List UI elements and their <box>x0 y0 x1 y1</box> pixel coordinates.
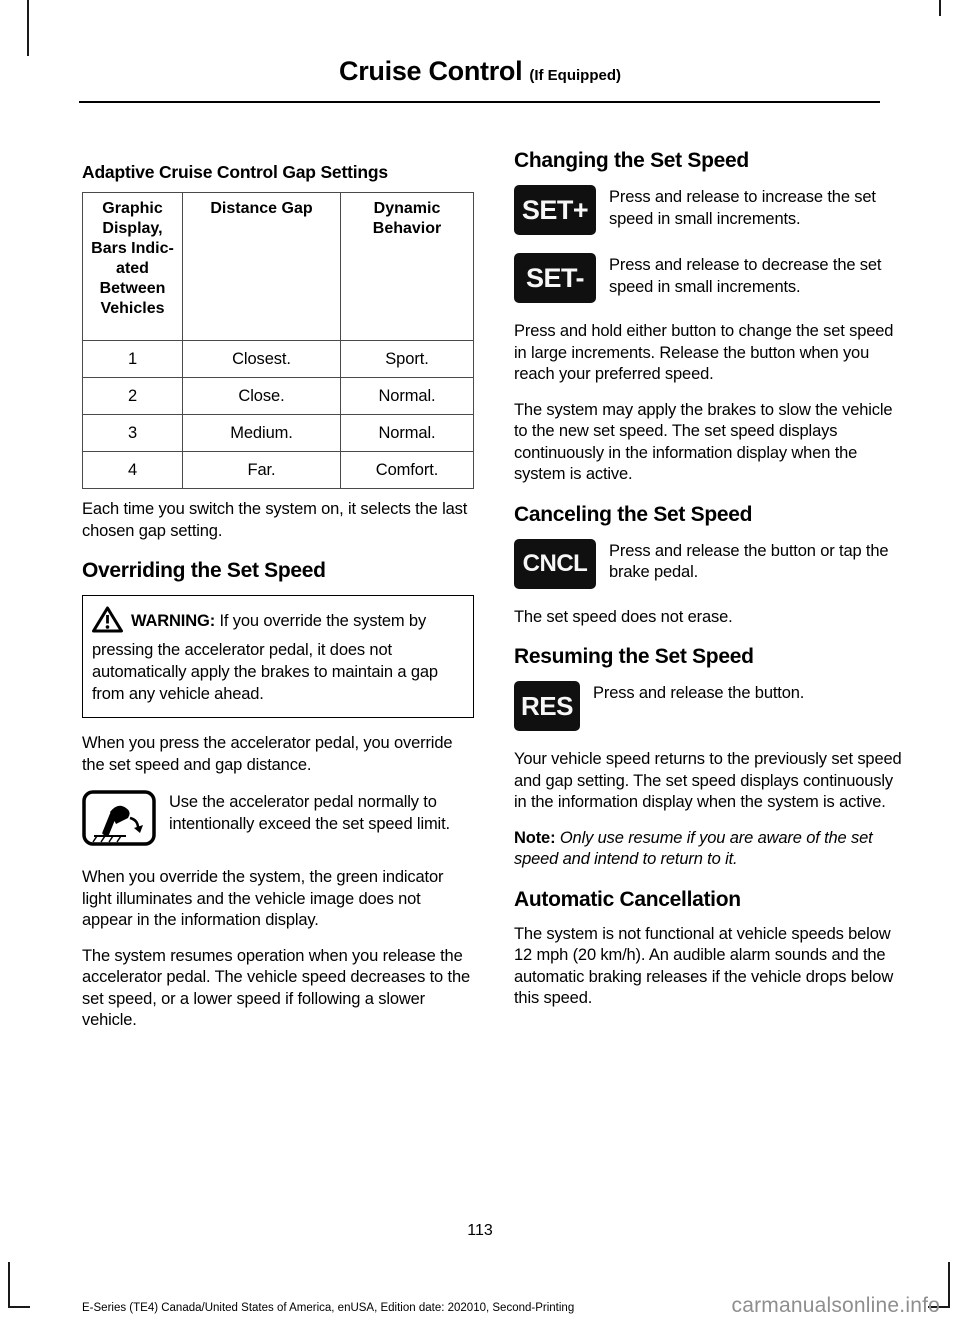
set-plus-text: Press and release to increase the set speed in small increments. <box>609 188 876 228</box>
warning-text: If you override the system by pressing the accelerator pedal, it does not automatically apply the brakes to maintain a gap from any vehicle ahead. <box>92 612 438 703</box>
indicator-paragraph: When you override the system, the green indicator light illuminates and the vehicle image does not appear in the information display. <box>82 868 444 929</box>
brakes-paragraph: The system may apply the brakes to slow the vehicle to the new set speed. The set speed displays continuously in the information display when the system is active. <box>514 400 893 483</box>
cancel-text: Press and release the button or tap the brake pedal. <box>609 541 889 581</box>
cell-bars: 1 <box>83 341 183 378</box>
note-label: Note: <box>514 828 556 847</box>
cancel-button-image: CNCL <box>514 539 596 589</box>
accelerator-pedal-icon <box>82 790 156 851</box>
cell-gap: Far. <box>183 452 341 489</box>
changing-heading: Changing the Set Speed <box>514 149 749 172</box>
col-header-dynamic-behavior: Dynamic Behavior <box>341 193 474 341</box>
resume-button-image: RES <box>514 681 580 731</box>
canceling-heading: Canceling the Set Speed <box>514 502 753 526</box>
table-row <box>83 341 474 378</box>
crop-mark <box>948 1262 950 1308</box>
right-column <box>514 140 906 1024</box>
override-paragraph: When you press the accelerator pedal, you override the set speed and gap distance. <box>82 734 453 774</box>
auto-cancel-paragraph: The system is not functional at vehicle speeds below 12 mph (20 km/h). An audible alarm sounds and the automatic braking releases if the vehicle drops below this speed. <box>514 924 894 1007</box>
page-header <box>0 56 960 87</box>
cell-behavior: Normal. <box>341 378 474 415</box>
crop-mark <box>8 1262 10 1308</box>
overriding-heading: Overriding the Set Speed <box>82 559 326 582</box>
erase-paragraph: The set speed does not erase. <box>514 607 733 626</box>
cell-bars: 3 <box>83 415 183 452</box>
watermark: carmanualsonline.info <box>731 1294 940 1317</box>
resume-text: Press and release the button. <box>593 684 805 702</box>
set-minus-button-image: SET- <box>514 253 596 303</box>
title-divider <box>79 101 880 103</box>
gap-note-paragraph: Each time you switch the system on, it selects the last chosen gap setting. <box>82 500 468 540</box>
page-title-suffix: (If Equipped) <box>529 67 621 84</box>
note-text: Only use resume if you are aware of the set speed and intend to return to it. <box>514 828 873 868</box>
table-row <box>83 452 474 489</box>
warning-label: WARNING: <box>131 612 216 630</box>
resume-row <box>514 681 906 731</box>
cell-behavior: Normal. <box>341 415 474 452</box>
set-minus-text: Press and release to decrease the set speed in small increments. <box>609 256 882 296</box>
edition-footer: E-Series (TE4) Canada/United States of America, enUSA, Edition date: 202010, Second-Printing <box>82 1302 575 1314</box>
left-column <box>82 140 474 1046</box>
cell-gap: Closest. <box>183 341 341 378</box>
hold-button-paragraph: Press and hold either button to change the set speed in large increments. Release the button when you reach your preferred speed. <box>514 322 894 383</box>
set-plus-button-image: SET+ <box>514 185 596 235</box>
cell-bars: 2 <box>83 378 183 415</box>
cell-behavior: Sport. <box>341 341 474 378</box>
auto-cancel-heading: Automatic Cancellation <box>514 887 741 911</box>
warning-box <box>82 595 474 718</box>
pedal-instruction-text: Use the accelerator pedal normally to intentionally exceed the set speed limit. <box>169 793 450 833</box>
crop-mark <box>8 1306 30 1308</box>
col-header-graphic-display: Graphic Display, Bars Indic-ated Between Vehicles <box>83 193 183 341</box>
table-row <box>83 415 474 452</box>
table-header-row <box>83 193 474 341</box>
set-plus-row <box>514 185 906 235</box>
crop-mark <box>939 0 941 16</box>
note-paragraph <box>514 828 906 871</box>
cell-behavior: Comfort. <box>341 452 474 489</box>
gap-settings-heading: Adaptive Cruise Control Gap Settings <box>82 162 388 182</box>
col-header-distance-gap: Distance Gap <box>183 193 341 341</box>
cell-bars: 4 <box>83 452 183 489</box>
resume-speed-paragraph: Your vehicle speed returns to the previously set speed and gap setting. The set speed displays continuously in the information display when the system is active. <box>514 750 902 811</box>
gap-settings-table <box>82 192 474 489</box>
resume-operation-paragraph: The system resumes operation when you release the accelerator pedal. The vehicle speed decreases to the set speed, or a lower speed if following a slower vehicle. <box>82 946 470 1029</box>
cell-gap: Medium. <box>183 415 341 452</box>
resuming-heading: Resuming the Set Speed <box>514 645 754 668</box>
table-row <box>83 378 474 415</box>
cell-gap: Close. <box>183 378 341 415</box>
page-title: Cruise Control <box>339 56 523 86</box>
set-minus-row <box>514 253 906 303</box>
warning-triangle-icon <box>92 606 123 639</box>
crop-mark <box>27 0 29 56</box>
page-number: 113 <box>467 1222 493 1239</box>
cancel-row <box>514 539 906 589</box>
pedal-instruction-row <box>82 790 474 851</box>
